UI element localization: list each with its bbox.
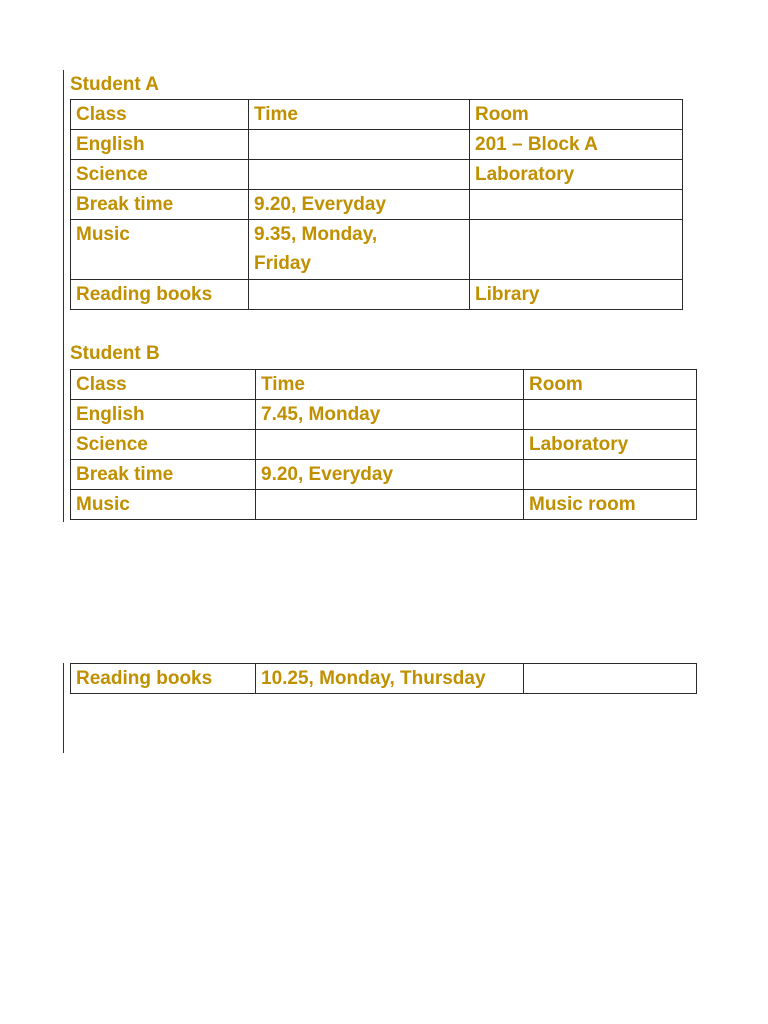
student-a-table — [70, 99, 683, 310]
table-row — [71, 400, 697, 430]
cell-room: Laboratory — [524, 430, 697, 460]
cell-room: 201 – Block A — [470, 130, 683, 160]
cell-class: Break time — [71, 460, 256, 490]
table-row — [71, 430, 697, 460]
cell-time: 9.20, Everyday — [256, 460, 524, 490]
cell-class: Reading books — [71, 280, 249, 310]
cell-class: Music — [71, 490, 256, 520]
cell-time — [256, 490, 524, 520]
cell-time: 9.20, Everyday — [249, 190, 470, 220]
table-row — [71, 220, 683, 280]
margin-line — [63, 663, 64, 753]
cell-room — [470, 220, 683, 280]
table-row — [71, 664, 697, 694]
table-row — [71, 130, 683, 160]
cell-room — [524, 664, 697, 694]
header-room: Room — [524, 370, 697, 400]
cell-time — [249, 160, 470, 190]
cell-room — [524, 460, 697, 490]
student-b-heading: Student B — [70, 343, 160, 364]
cell-room: Library — [470, 280, 683, 310]
student-b-table-continued — [70, 663, 697, 694]
cell-class: Science — [71, 430, 256, 460]
cell-class: English — [71, 400, 256, 430]
header-room: Room — [470, 100, 683, 130]
table-header-row — [71, 100, 683, 130]
cell-time: 9.35, Monday, Friday — [249, 220, 470, 280]
table-row — [71, 460, 697, 490]
cell-class: Music — [71, 220, 249, 280]
cell-class: English — [71, 130, 249, 160]
header-time: Time — [249, 100, 470, 130]
header-class: Class — [71, 370, 256, 400]
cell-time: 10.25, Monday, Thursday — [256, 664, 524, 694]
margin-line — [63, 70, 64, 522]
cell-room: Music room — [524, 490, 697, 520]
table-row — [71, 190, 683, 220]
cell-time — [256, 430, 524, 460]
cell-room — [524, 400, 697, 430]
cell-time — [249, 280, 470, 310]
cell-class: Break time — [71, 190, 249, 220]
table-row — [71, 490, 697, 520]
cell-time: 7.45, Monday — [256, 400, 524, 430]
cell-time — [249, 130, 470, 160]
student-b-table — [70, 369, 697, 520]
cell-class: Science — [71, 160, 249, 190]
table-header-row — [71, 370, 697, 400]
table-row — [71, 280, 683, 310]
cell-room: Laboratory — [470, 160, 683, 190]
student-a-heading: Student A — [70, 74, 160, 95]
cell-class: Reading books — [71, 664, 256, 694]
header-class: Class — [71, 100, 249, 130]
table-row — [71, 160, 683, 190]
cell-room — [470, 190, 683, 220]
header-time: Time — [256, 370, 524, 400]
